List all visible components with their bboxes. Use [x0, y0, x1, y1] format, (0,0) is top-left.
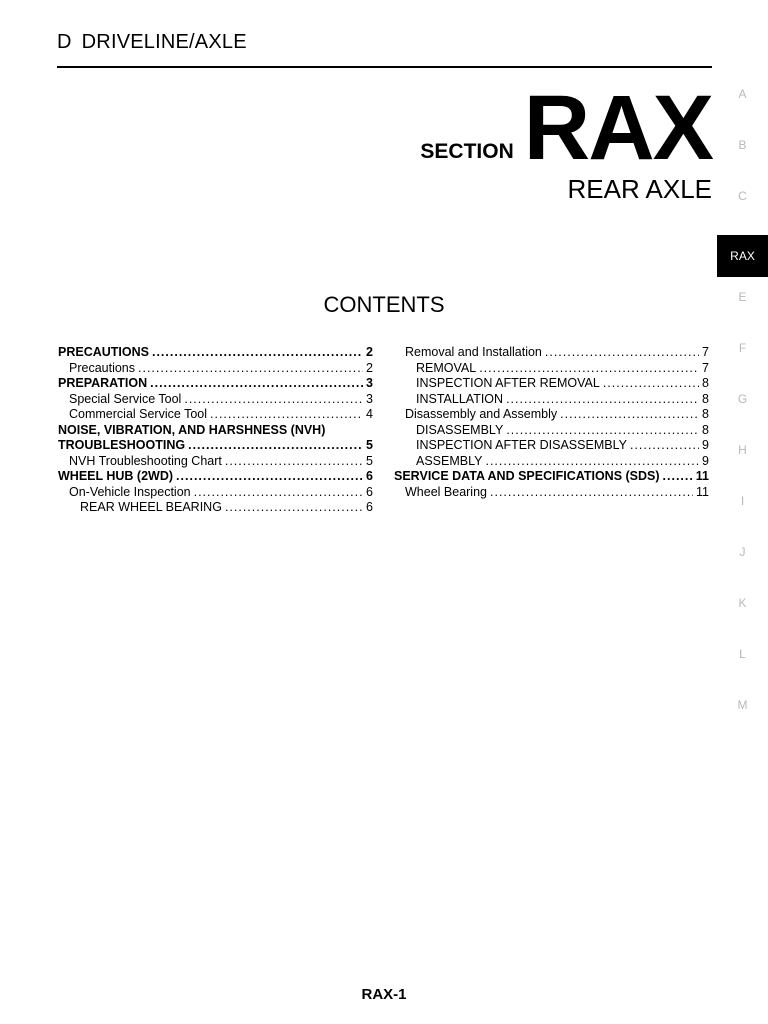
toc-dot-leader [138, 361, 363, 377]
toc-entry-label: WHEEL HUB (2WD) [58, 469, 174, 483]
side-tab-e[interactable]: E [738, 290, 747, 304]
toc-entry[interactable] [58, 345, 373, 361]
toc-entry-page: 11 [695, 469, 709, 483]
header-divider [57, 66, 712, 68]
toc-dot-leader [506, 392, 699, 408]
toc-entry-page: 8 [702, 422, 709, 437]
toc-entry[interactable] [58, 392, 373, 408]
toc-entry-label: On-Vehicle Inspection [69, 484, 191, 499]
toc-entry[interactable] [58, 376, 373, 392]
toc-entry[interactable] [58, 469, 373, 485]
section-heading [420, 77, 712, 204]
toc-dot-leader [188, 438, 363, 454]
side-tab-f[interactable]: F [738, 341, 747, 355]
toc-dot-leader [194, 485, 363, 501]
toc-entry[interactable] [58, 361, 373, 377]
toc-left-column [58, 345, 373, 516]
toc-entry-label: PREPARATION [58, 376, 148, 390]
toc-dot-leader [479, 361, 699, 377]
side-tab-a[interactable]: A [738, 87, 747, 101]
toc-entry-label: SERVICE DATA AND SPECIFICATIONS (SDS) [394, 469, 660, 483]
toc-dot-leader [630, 438, 699, 454]
section-code: RAX [523, 77, 712, 179]
toc-entry-page: 9 [702, 453, 709, 468]
toc-entry-page: 3 [366, 391, 373, 406]
toc-entry-label: Special Service Tool [69, 391, 182, 406]
toc-entry-page: 6 [366, 500, 373, 514]
toc-entry[interactable] [394, 438, 709, 454]
toc-entry-page: 6 [366, 484, 373, 499]
toc-entry-page: 9 [702, 438, 709, 452]
toc-entry-page: 8 [702, 407, 709, 421]
toc-entry[interactable] [394, 485, 709, 501]
toc-entry[interactable] [58, 485, 373, 501]
toc-entry[interactable] [394, 423, 709, 439]
toc-entry[interactable] [394, 454, 709, 470]
toc-entry-label: INSPECTION AFTER REMOVAL [416, 376, 600, 390]
section-title: REAR AXLE [567, 174, 712, 204]
contents-title: CONTENTS [323, 292, 445, 317]
toc-entry-label: Commercial Service Tool [69, 407, 208, 421]
section-index-tabs [717, 84, 768, 746]
toc-dot-leader [184, 392, 363, 408]
toc-entry-page: 3 [366, 376, 373, 390]
toc-dot-leader [560, 407, 699, 423]
toc-entry-label: TROUBLESHOOTING [58, 438, 186, 452]
toc-entry-label: Disassembly and Assembly [405, 407, 558, 421]
toc-entry-page: 8 [702, 391, 709, 406]
toc-dot-leader [225, 454, 363, 470]
toc-entry-label: NVH Troubleshooting Chart [69, 453, 222, 468]
toc-entry-label: Precautions [69, 360, 136, 375]
toc-entry-page: 2 [366, 345, 373, 359]
toc-entry[interactable] [58, 500, 373, 516]
toc-entry-label: NOISE, VIBRATION, AND HARSHNESS (NVH) [58, 422, 326, 437]
toc-dot-leader [485, 454, 699, 470]
group-name: DRIVELINE/AXLE [81, 31, 247, 53]
side-tab-b[interactable]: B [738, 138, 747, 152]
toc-right-column [394, 345, 709, 500]
toc-entry[interactable] [58, 423, 373, 439]
toc-entry-label: Wheel Bearing [405, 484, 487, 499]
toc-entry-page: 6 [366, 469, 373, 483]
toc-entry[interactable] [394, 376, 709, 392]
toc-entry-label: Removal and Installation [405, 345, 542, 359]
toc-dot-leader [225, 500, 363, 516]
toc-entry-label: ASSEMBLY [416, 453, 483, 468]
toc-entry-page: 5 [366, 438, 373, 452]
side-tab-k[interactable]: K [738, 596, 747, 610]
group-letter: D [57, 31, 72, 53]
toc-entry-label: REMOVAL [416, 360, 477, 375]
toc-dot-leader [152, 345, 363, 361]
toc-entry[interactable] [394, 361, 709, 377]
side-tab-rax[interactable]: RAX [717, 235, 768, 277]
toc-entry-label: DISASSEMBLY [416, 422, 504, 437]
toc-entry-page: 7 [702, 345, 709, 359]
toc-entry-page: 4 [366, 407, 373, 421]
toc-entry-label: INSTALLATION [416, 391, 504, 406]
side-tab-l[interactable]: L [739, 647, 746, 661]
toc-entry[interactable] [58, 454, 373, 470]
section-word: SECTION [420, 140, 514, 163]
side-tab-i[interactable]: I [740, 494, 745, 508]
toc-entry[interactable] [394, 407, 709, 423]
toc-entry[interactable] [394, 392, 709, 408]
toc-dot-leader [663, 469, 693, 485]
page-number: RAX-1 [361, 986, 407, 1003]
toc-dot-leader [506, 423, 699, 439]
toc-entry[interactable] [394, 469, 709, 485]
toc-entry-label: INSPECTION AFTER DISASSEMBLY [416, 438, 627, 452]
toc-dot-leader [210, 407, 363, 423]
section-group-header [57, 31, 247, 54]
side-tab-c[interactable]: C [738, 189, 747, 203]
side-tab-m[interactable]: M [737, 698, 748, 712]
toc-dot-leader [603, 376, 699, 392]
side-tab-j[interactable]: J [739, 545, 746, 559]
toc-entry-label: PRECAUTIONS [58, 345, 149, 359]
side-tab-h[interactable]: H [738, 443, 747, 457]
toc-dot-leader [150, 376, 363, 392]
toc-entry[interactable] [58, 407, 373, 423]
toc-dot-leader [490, 485, 693, 501]
toc-entry-page: 7 [702, 360, 709, 375]
toc-dot-leader [545, 345, 699, 361]
toc-entry-page: 5 [366, 453, 373, 468]
side-tab-g[interactable]: G [737, 392, 748, 406]
toc-entry-label: REAR WHEEL BEARING [80, 500, 222, 514]
toc-entry-page: 11 [696, 484, 709, 499]
toc-entry-page: 8 [702, 376, 709, 390]
toc-entry[interactable] [58, 438, 373, 454]
toc-dot-leader [176, 469, 363, 485]
toc-entry[interactable] [394, 345, 709, 361]
toc-entry-page: 2 [366, 360, 373, 375]
